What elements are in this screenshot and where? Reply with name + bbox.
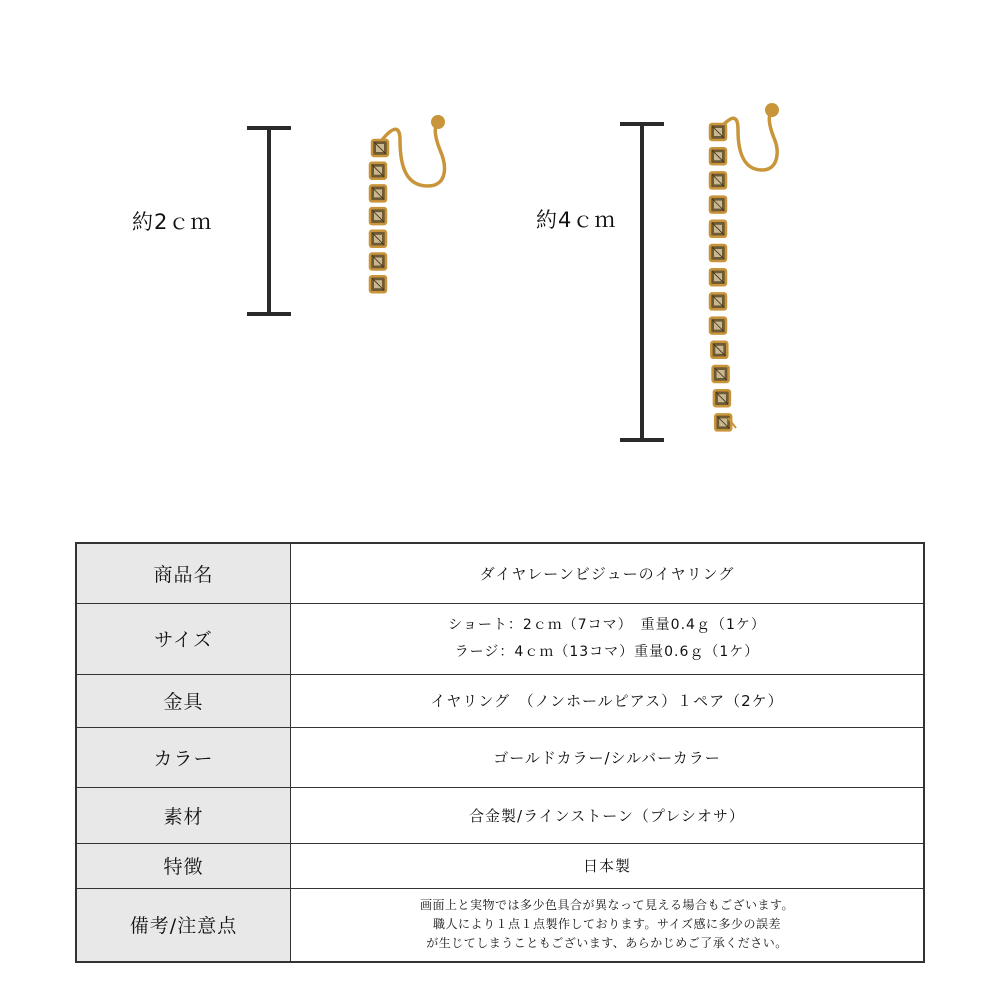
color-label: カラー bbox=[76, 727, 291, 787]
size-value bbox=[291, 603, 925, 674]
spec-row-material bbox=[76, 787, 924, 843]
product-name-label: 商品名 bbox=[76, 543, 291, 603]
stone-link bbox=[370, 163, 386, 179]
large-earring-image bbox=[696, 96, 796, 441]
earring-ball bbox=[765, 103, 779, 117]
stone-link bbox=[713, 366, 729, 382]
size-line-large: ラージ：4ｃｍ（13コマ）重量0.6ｇ（1ケ） bbox=[454, 643, 760, 660]
spec-row-product-name bbox=[76, 543, 924, 603]
spec-row-hardware bbox=[76, 674, 924, 727]
short-earring-image bbox=[350, 100, 460, 315]
stone-link bbox=[370, 231, 386, 247]
stone-link bbox=[714, 390, 730, 406]
stone-link bbox=[370, 276, 386, 292]
earring-hook bbox=[382, 126, 444, 186]
feature-label: 特徴 bbox=[76, 843, 291, 888]
stone-link bbox=[715, 414, 731, 430]
stone-link bbox=[710, 197, 726, 213]
spec-table bbox=[75, 542, 925, 963]
size-label: サイズ bbox=[76, 603, 291, 674]
size-line-short: ショート：2ｃｍ（7コマ） 重量0.4ｇ（1ケ） bbox=[448, 616, 766, 633]
stone-link bbox=[370, 185, 386, 201]
stone-link bbox=[370, 254, 386, 270]
notes-value bbox=[291, 888, 925, 962]
notes-line-3: が生じてしまうこともございます、あらかじめご了承ください。 bbox=[426, 936, 788, 951]
notes-label: 備考/注意点 bbox=[76, 888, 291, 962]
product-name-value: ダイヤレーンビジューのイヤリング bbox=[291, 543, 925, 603]
hardware-value: イヤリング （ノンホールピアス）１ペア（2ケ） bbox=[291, 674, 925, 727]
short-size-label: 約2ｃｍ bbox=[132, 210, 213, 234]
material-label: 素材 bbox=[76, 787, 291, 843]
hardware-label: 金具 bbox=[76, 674, 291, 727]
earring-ball bbox=[431, 115, 445, 129]
stone-link bbox=[710, 172, 726, 188]
stone-link bbox=[710, 148, 726, 164]
stone-link bbox=[370, 208, 386, 224]
stone-link bbox=[710, 245, 726, 261]
short-size-ruler bbox=[247, 126, 291, 316]
spec-row-feature bbox=[76, 843, 924, 888]
large-size-ruler bbox=[620, 122, 664, 442]
large-size-label: 約4ｃｍ bbox=[536, 208, 617, 232]
stone-link bbox=[710, 269, 726, 285]
color-value: ゴールドカラー/シルバーカラー bbox=[291, 727, 925, 787]
stone-link bbox=[710, 318, 726, 334]
spec-row-size bbox=[76, 603, 924, 674]
stone-link bbox=[372, 140, 388, 156]
stone-link bbox=[710, 293, 726, 309]
notes-line-2: 職人により１点１点製作しております。サイズ感に多少の誤差 bbox=[432, 917, 782, 932]
material-value: 合金製/ラインストーン（プレシオサ） bbox=[291, 787, 925, 843]
spec-row-notes bbox=[76, 888, 924, 962]
stone-link bbox=[710, 221, 726, 237]
notes-line-1: 画面上と実物では多少色具合が異なって見える場合もございます。 bbox=[419, 898, 795, 913]
earring-hook bbox=[722, 114, 777, 170]
feature-value: 日本製 bbox=[291, 843, 925, 888]
stone-link bbox=[711, 342, 727, 358]
spec-row-color bbox=[76, 727, 924, 787]
stone-link bbox=[710, 124, 726, 140]
